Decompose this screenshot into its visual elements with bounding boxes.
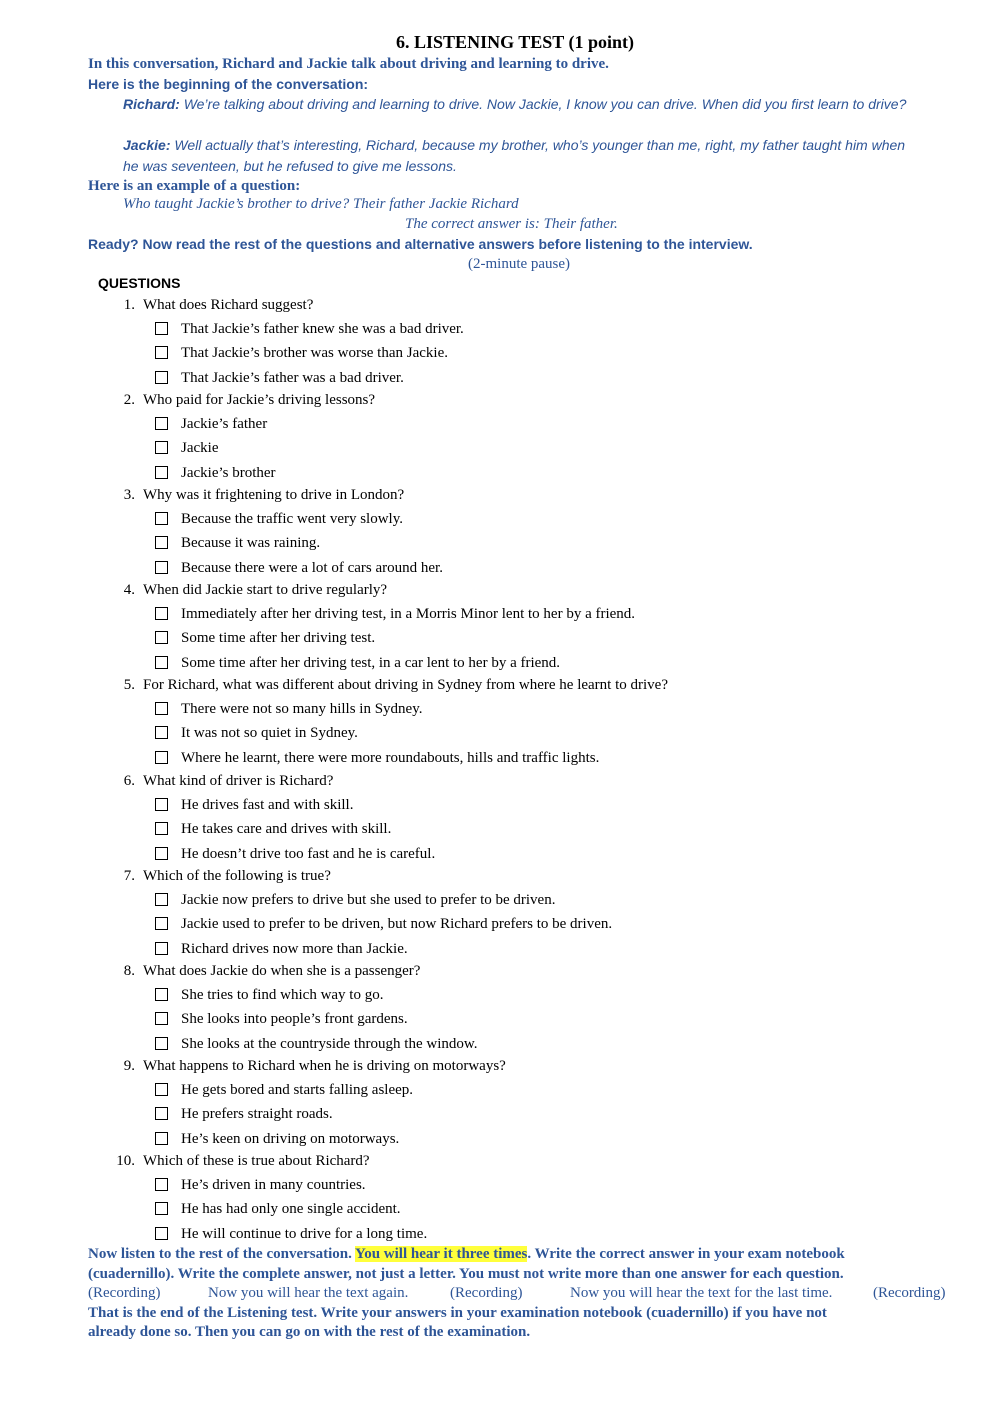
checkbox[interactable] — [155, 441, 168, 454]
answer-option[interactable] — [155, 321, 464, 343]
end-instruction: That is the end of the Listening test. Write your answers in your examination notebook (cuadernillo) if you have not — [88, 1305, 827, 1321]
intro-text: In this conversation, Richard and Jackie talk about driving and learning to drive. — [88, 56, 609, 72]
answer-option[interactable] — [155, 630, 375, 652]
question-text: When did Jackie start to drive regularly? — [143, 582, 388, 599]
checkbox[interactable] — [155, 536, 168, 549]
question-6 — [98, 773, 333, 790]
dialogue-text: We’re talking about driving and learning to drive. Now Jackie, I know you can drive. When did you first learn to drive? — [183, 96, 907, 112]
example-heading: Here is an example of a question: — [88, 178, 301, 194]
checkbox[interactable] — [155, 512, 168, 525]
answer-option[interactable] — [155, 560, 443, 582]
option-label: Some time after her driving test, in a car lent to her by a friend. — [181, 655, 561, 672]
answer-option[interactable] — [155, 370, 404, 392]
option-label: He’s keen on driving on motorways. — [181, 1130, 400, 1147]
question-number: 5. — [123, 677, 135, 694]
question-number: 3. — [123, 487, 135, 504]
question-number: 2. — [123, 392, 135, 409]
recording-note: (Recording) — [88, 1285, 161, 1301]
option-label: She looks at the countryside through the window. — [181, 1035, 478, 1052]
checkbox[interactable] — [155, 607, 168, 620]
checkbox[interactable] — [155, 1227, 168, 1240]
option-label: Jackie’s father — [181, 416, 268, 433]
answer-option[interactable] — [155, 535, 320, 557]
answer-option[interactable] — [155, 416, 267, 438]
pause-note: (2-minute pause) — [468, 256, 571, 272]
outro-instruction — [88, 1246, 845, 1263]
answer-option[interactable] — [155, 941, 408, 963]
checkbox[interactable] — [155, 847, 168, 860]
option-label: He doesn’t drive too fast and he is careful. — [181, 845, 436, 862]
checkbox[interactable] — [155, 1202, 168, 1215]
question-number: 1. — [123, 297, 135, 313]
checkbox[interactable] — [155, 726, 168, 739]
option-label: She tries to find which way to go. — [181, 986, 384, 1003]
answer-option[interactable] — [155, 345, 448, 367]
option-label: He’s driven in many countries. — [181, 1176, 366, 1193]
answer-option[interactable] — [155, 606, 635, 628]
option-label: Jackie — [181, 440, 219, 457]
option-label: Where he learnt, there were more roundabouts, hills and traffic lights. — [181, 750, 600, 767]
option-label: That Jackie’s father was a bad driver. — [181, 370, 404, 386]
answer-option[interactable] — [155, 987, 383, 1009]
option-label: He drives fast and with skill. — [181, 796, 354, 813]
checkbox[interactable] — [155, 631, 168, 644]
checkbox[interactable] — [155, 702, 168, 715]
page-title: 6. LISTENING TEST (1 point) — [396, 32, 634, 52]
option-label: She looks into people’s front gardens. — [181, 1010, 408, 1027]
answer-option[interactable] — [155, 1011, 408, 1033]
question-4 — [98, 582, 387, 599]
checkbox[interactable] — [155, 417, 168, 430]
dialogue-richard — [123, 94, 923, 115]
answer-option[interactable] — [155, 1131, 399, 1153]
outro-instruction-line2: (cuadernillo). Write the complete answer, not just a letter. You must not write more than one answer for each question. — [88, 1266, 844, 1282]
checkbox[interactable] — [155, 656, 168, 669]
checkbox[interactable] — [155, 1012, 168, 1025]
option-label: That Jackie’s father knew she was a bad driver. — [181, 321, 464, 337]
speaker-label: Jackie: — [123, 137, 171, 153]
answer-option[interactable] — [155, 701, 422, 723]
recording-note: Now you will hear the text again. — [208, 1285, 409, 1301]
answer-option[interactable] — [155, 1106, 333, 1128]
answer-option[interactable] — [155, 1226, 427, 1248]
checkbox[interactable] — [155, 893, 168, 906]
recording-note: Now you will hear the text for the last time. — [570, 1285, 833, 1301]
question-text: Who paid for Jackie’s driving lessons? — [143, 392, 376, 409]
checkbox[interactable] — [155, 1037, 168, 1050]
checkbox[interactable] — [155, 1178, 168, 1191]
option-label: He has had only one single accident. — [181, 1200, 401, 1217]
option-label: That Jackie’s brother was worse than Jackie. — [181, 345, 448, 361]
checkbox[interactable] — [155, 917, 168, 930]
option-label: He prefers straight roads. — [181, 1105, 333, 1122]
option-label: Because the traffic went very slowly. — [181, 511, 404, 528]
answer-option[interactable] — [155, 1082, 413, 1104]
checkbox[interactable] — [155, 798, 168, 811]
ready-instruction: Ready? Now read the rest of the questions and alternative answers before listening to the interview. — [88, 236, 753, 252]
intro-subheading: Here is the beginning of the conversation: — [88, 76, 369, 92]
answer-option[interactable] — [155, 916, 612, 938]
question-5 — [98, 677, 668, 694]
end-instruction-line2: already done so. Then you can go on with the rest of the examination. — [88, 1324, 531, 1340]
question-text: What kind of driver is Richard? — [143, 772, 334, 789]
checkbox[interactable] — [155, 346, 168, 359]
option-label: Because there were a lot of cars around her. — [181, 560, 443, 577]
answer-option[interactable] — [155, 797, 353, 819]
checkbox[interactable] — [155, 988, 168, 1001]
answer-option[interactable] — [155, 465, 276, 487]
checkbox[interactable] — [155, 371, 168, 384]
question-8 — [98, 963, 420, 980]
question-number: 4. — [123, 582, 135, 599]
outro-text: . Write the correct answer in your exam notebook — [527, 1246, 845, 1262]
outro-text: Now listen to the rest of the conversation. — [88, 1246, 356, 1262]
answer-option[interactable] — [155, 846, 435, 868]
question-3 — [98, 487, 404, 504]
question-text: What happens to Richard when he is driving on motorways? — [143, 1057, 506, 1074]
answer-option[interactable] — [155, 750, 599, 772]
recording-note: (Recording) — [450, 1285, 523, 1301]
question-1 — [98, 297, 313, 314]
checkbox[interactable] — [155, 1132, 168, 1145]
option-label: He gets bored and starts falling asleep. — [181, 1081, 414, 1098]
checkbox[interactable] — [155, 751, 168, 764]
checkbox[interactable] — [155, 1083, 168, 1096]
answer-option[interactable] — [155, 821, 391, 843]
question-9 — [98, 1058, 506, 1075]
example-question: Who taught Jackie’s brother to drive? Their father Jackie Richard — [123, 196, 519, 212]
question-number: 8. — [123, 962, 135, 979]
question-text: What does Jackie do when she is a passenger? — [143, 962, 421, 979]
question-number: 10. — [116, 1152, 135, 1169]
option-label: Jackie used to prefer to be driven, but now Richard prefers to be driven. — [181, 915, 613, 932]
answer-option[interactable] — [155, 1036, 477, 1058]
option-label: He takes care and drives with skill. — [181, 820, 392, 837]
recording-note: (Recording) — [873, 1285, 946, 1301]
checkbox[interactable] — [155, 1107, 168, 1120]
question-number: 6. — [123, 772, 135, 789]
question-text: Which of these is true about Richard? — [143, 1152, 370, 1169]
question-text: What does Richard suggest? — [143, 297, 314, 313]
answer-option[interactable] — [155, 655, 560, 677]
checkbox[interactable] — [155, 822, 168, 835]
option-label: Richard drives now more than Jackie. — [181, 940, 408, 957]
answer-option[interactable] — [155, 440, 218, 462]
question-number: 9. — [123, 1057, 135, 1074]
answer-option[interactable] — [155, 1177, 366, 1199]
option-label: It was not so quiet in Sydney. — [181, 725, 358, 742]
question-text: For Richard, what was different about driving in Sydney from where he learnt to drive? — [143, 677, 668, 694]
dialogue-text: Well actually that’s interesting, Richard, because my brother, who’s younger than me, right, my father taught him when he was seventeen, but he refused to give me lessons. — [123, 137, 906, 174]
option-label: He will continue to drive for a long time. — [181, 1225, 428, 1242]
option-label: Some time after her driving test. — [181, 630, 376, 647]
option-label: Because it was raining. — [181, 535, 321, 552]
example-answer: The correct answer is: Their father. — [405, 216, 618, 232]
answer-option[interactable] — [155, 1201, 401, 1223]
checkbox[interactable] — [155, 322, 168, 335]
question-2 — [98, 392, 375, 409]
answer-option[interactable] — [155, 511, 403, 533]
answer-option[interactable] — [155, 892, 555, 914]
checkbox[interactable] — [155, 561, 168, 574]
questions-heading: QUESTIONS — [98, 275, 181, 291]
question-text: Which of the following is true? — [143, 867, 331, 884]
highlighted-text: You will hear it three times — [355, 1246, 528, 1262]
question-7 — [98, 868, 331, 885]
answer-option[interactable] — [155, 725, 358, 747]
option-label: There were not so many hills in Sydney. — [181, 701, 423, 718]
question-number: 7. — [123, 867, 135, 884]
question-10 — [98, 1153, 370, 1170]
checkbox[interactable] — [155, 942, 168, 955]
option-label: Jackie now prefers to drive but she used to prefer to be driven. — [181, 891, 556, 908]
checkbox[interactable] — [155, 466, 168, 479]
option-label: Jackie’s brother — [181, 465, 276, 482]
question-text: Why was it frightening to drive in London? — [143, 487, 405, 504]
speaker-label: Richard: — [123, 96, 180, 112]
option-label: Immediately after her driving test, in a Morris Minor lent to her by a friend. — [181, 606, 636, 623]
dialogue-jackie — [123, 135, 923, 176]
